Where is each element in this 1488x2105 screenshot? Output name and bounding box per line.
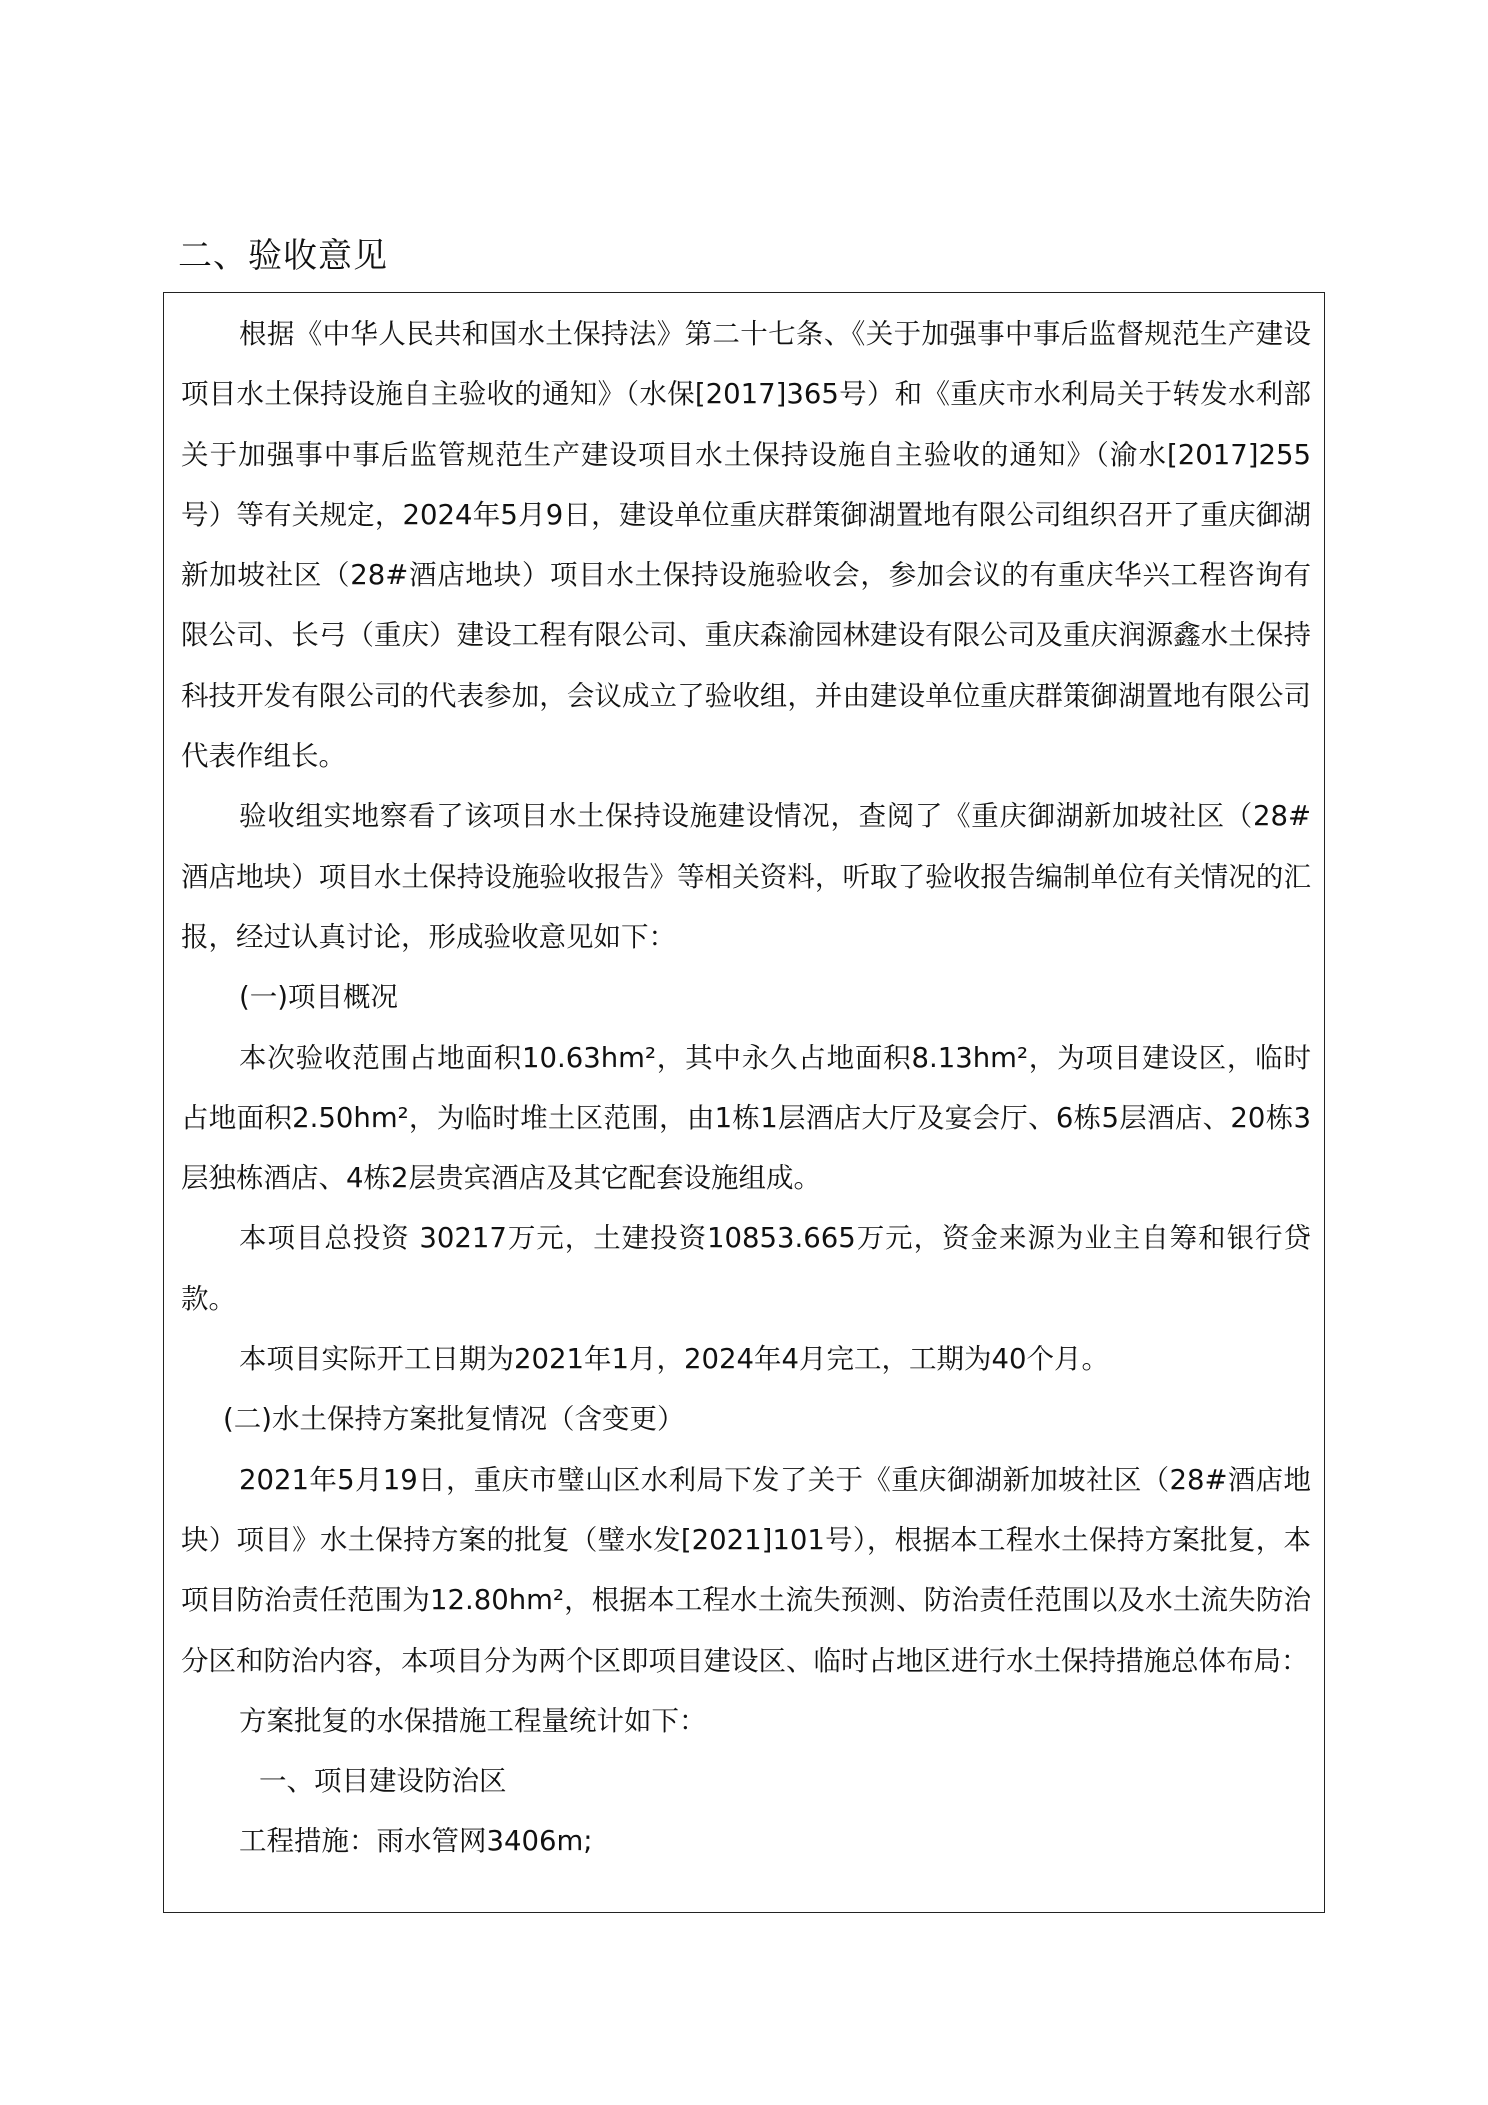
paragraph-inspection: 验收组实地察看了该项目水土保持设施建设情况，查阅了《重庆御湖新加坡社区（28#酒店地块）项目水土保持设施验收报告》等相关资料，听取了验收报告编制单位有关情况的汇报，经过认真讨论，形成验收意见如下： [181,800,1311,953]
heading-project-overview: (一)项目概况 [239,981,398,1014]
paragraph-investment: 本项目总投资 30217万元，土建投资10853.665万元，资金来源为业主自筹和银行贷款。 [181,1222,1311,1315]
opinion-content [181,304,1311,1872]
paragraph-basis: 根据《中华人民共和国水土保持法》第二十七条、《关于加强事中事后监督规范生产建设项目水土保持设施自主验收的通知》（水保[2017]365号）和《重庆市水利局关于转发水利部关于加强事中事后监管规范生产建设项目水土保持设施自主验收的通知》（渝水[2017]255号）等有关规定，2024年5月9日，建设单位重庆群策御湖置地有限公司组织召开了重庆御湖新加坡社区（28#酒店地块）项目水土保持设施验收会，参加会议的有重庆华兴工程咨询有限公司、长弓（重庆）建设工程有限公司、重庆森渝园林建设有限公司及重庆润源鑫水土保持科技开发有限公司的代表参加，会议成立了验收组，并由建设单位重庆群策御湖置地有限公司代表作组长。 [181,318,1311,773]
heading-plan-approval: (二)水土保持方案批复情况（含变更） [223,1403,685,1436]
paragraph-area: 本次验收范围占地面积10.63hm²，其中永久占地面积8.13hm²，为项目建设区，临时占地面积2.50hm²，为临时堆土区范围，由1栋1层酒店大厅及宴会厅、6栋5层酒店、20栋3层独栋酒店、4栋2层贵宾酒店及其它配套设施组成。 [181,1041,1311,1195]
heading-construction-zone: 一、项目建设防治区 [259,1765,507,1798]
paragraph-quantities: 方案批复的水保措施工程量统计如下： [239,1704,707,1737]
paragraph-approval: 2021年5月19日，重庆市璧山区水利局下发了关于《重庆御湖新加坡社区（28#酒店地块）项目》水土保持方案的批复（璧水发[2021]101号），根据本工程水土保持方案批复，本项目防治责任范围为12.80hm²，根据本工程水土流失预测、防治责任范围以及水土流失防治分区和防治内容，本项目分为两个区即项目建设区、临时占地区进行水土保持措施总体布局： [181,1463,1311,1677]
section-title: 二、验收意见 [178,236,388,276]
paragraph-engineering-measures: 工程措施：雨水管网3406m; [239,1825,593,1858]
paragraph-schedule: 本项目实际开工日期为2021年1月，2024年4月完工，工期为40个月。 [239,1343,1109,1376]
